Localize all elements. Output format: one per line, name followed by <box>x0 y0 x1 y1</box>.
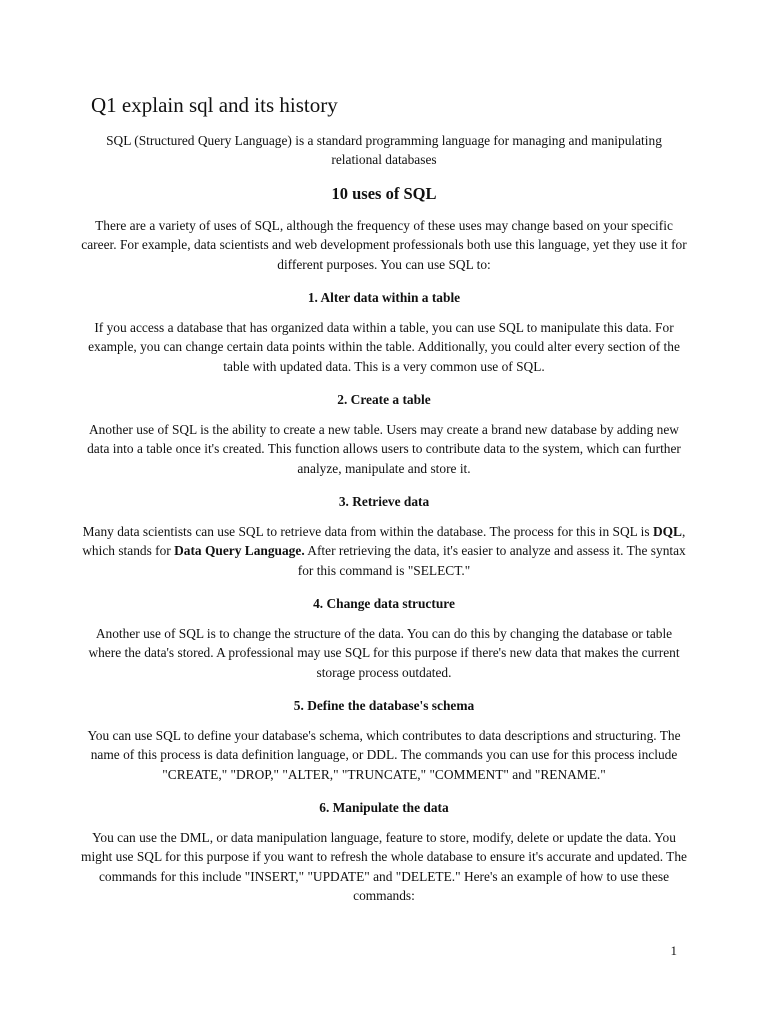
section-body-create-table: Another use of SQL is the ability to create a new table. Users may create a brand new database by adding new data into a table once it's created. This function allows users to contribute data to the system, which can further analyze, manipulate and store it. <box>87 422 681 476</box>
section-body-change-structure: Another use of SQL is to change the structure of the data. You can do this by changing the database or table where the data's stored. A professional may use SQL for this purpose if there's new data that makes the current storage process outdated. <box>88 626 680 680</box>
section-body-retrieve-data <box>80 522 688 580</box>
section-subtitle: 10 uses of SQL <box>331 184 437 203</box>
section-heading-retrieve-data: 3. Retrieve data <box>338 494 430 509</box>
sections-container <box>80 216 688 908</box>
section-heading-change-structure: 4. Change data structure <box>313 596 455 611</box>
section-body-alter-data: If you access a database that has organized data within a table, you can use SQL to manipulate this data. For example, you can change certain data points within the table. Additionally, you could alter every section of the table with updated data. This is a very common use of SQL. <box>88 320 680 374</box>
section-heading-alter-data: 1. Alter data within a table <box>307 290 461 305</box>
section-heading-define-schema: 5. Define the database's schema <box>293 698 475 713</box>
section-heading-create-table: 2. Create a table <box>337 392 431 407</box>
document-title: Q1 explain sql and its history <box>91 93 338 117</box>
dql-term: DQL <box>652 524 682 539</box>
page-number: 1 <box>670 943 677 958</box>
dql-expansion: Data Query Language. <box>174 543 305 559</box>
intro-paragraph: SQL (Structured Query Language) is a standard programming language for managing and manipulating relational databases <box>106 133 662 168</box>
section-body-manipulate-data: You can use the DML, or data manipulation language, feature to store, modify, delete or update the data. You might use SQL for this purpose if you want to refresh the whole database to ensure it's accurate and updated. The commands for this include "INSERT," "UPDATE" and "DELETE." Here's an example of how to use these commands: <box>81 830 687 904</box>
section-body-define-schema: You can use SQL to define your database's schema, which contributes to data descriptions and structuring. The name of this process is data definition language, or DDL. The commands you can use for this process include "CREATE," "DROP," "ALTER," "TRUNCATE," "COMMENT" and "RENAME." <box>87 728 681 782</box>
section-heading-manipulate-data: 6. Manipulate the data <box>319 800 449 815</box>
retrieve-text-1: Many data scientists can use SQL to retrieve data from within the database. The process for this in SQL is <box>82 524 653 539</box>
lead-paragraph: There are a variety of uses of SQL, although the frequency of these uses may change based on your specific career. For example, data scientists and web development professionals both use this language, yet they use it for different purposes. You can use SQL to: <box>81 218 687 272</box>
retrieve-text-3: After retrieving the data, it's easier to analyze and assess it. The syntax for this command is "SELECT." <box>297 543 686 578</box>
retrieve-text-2: , which stands for <box>82 524 686 559</box>
